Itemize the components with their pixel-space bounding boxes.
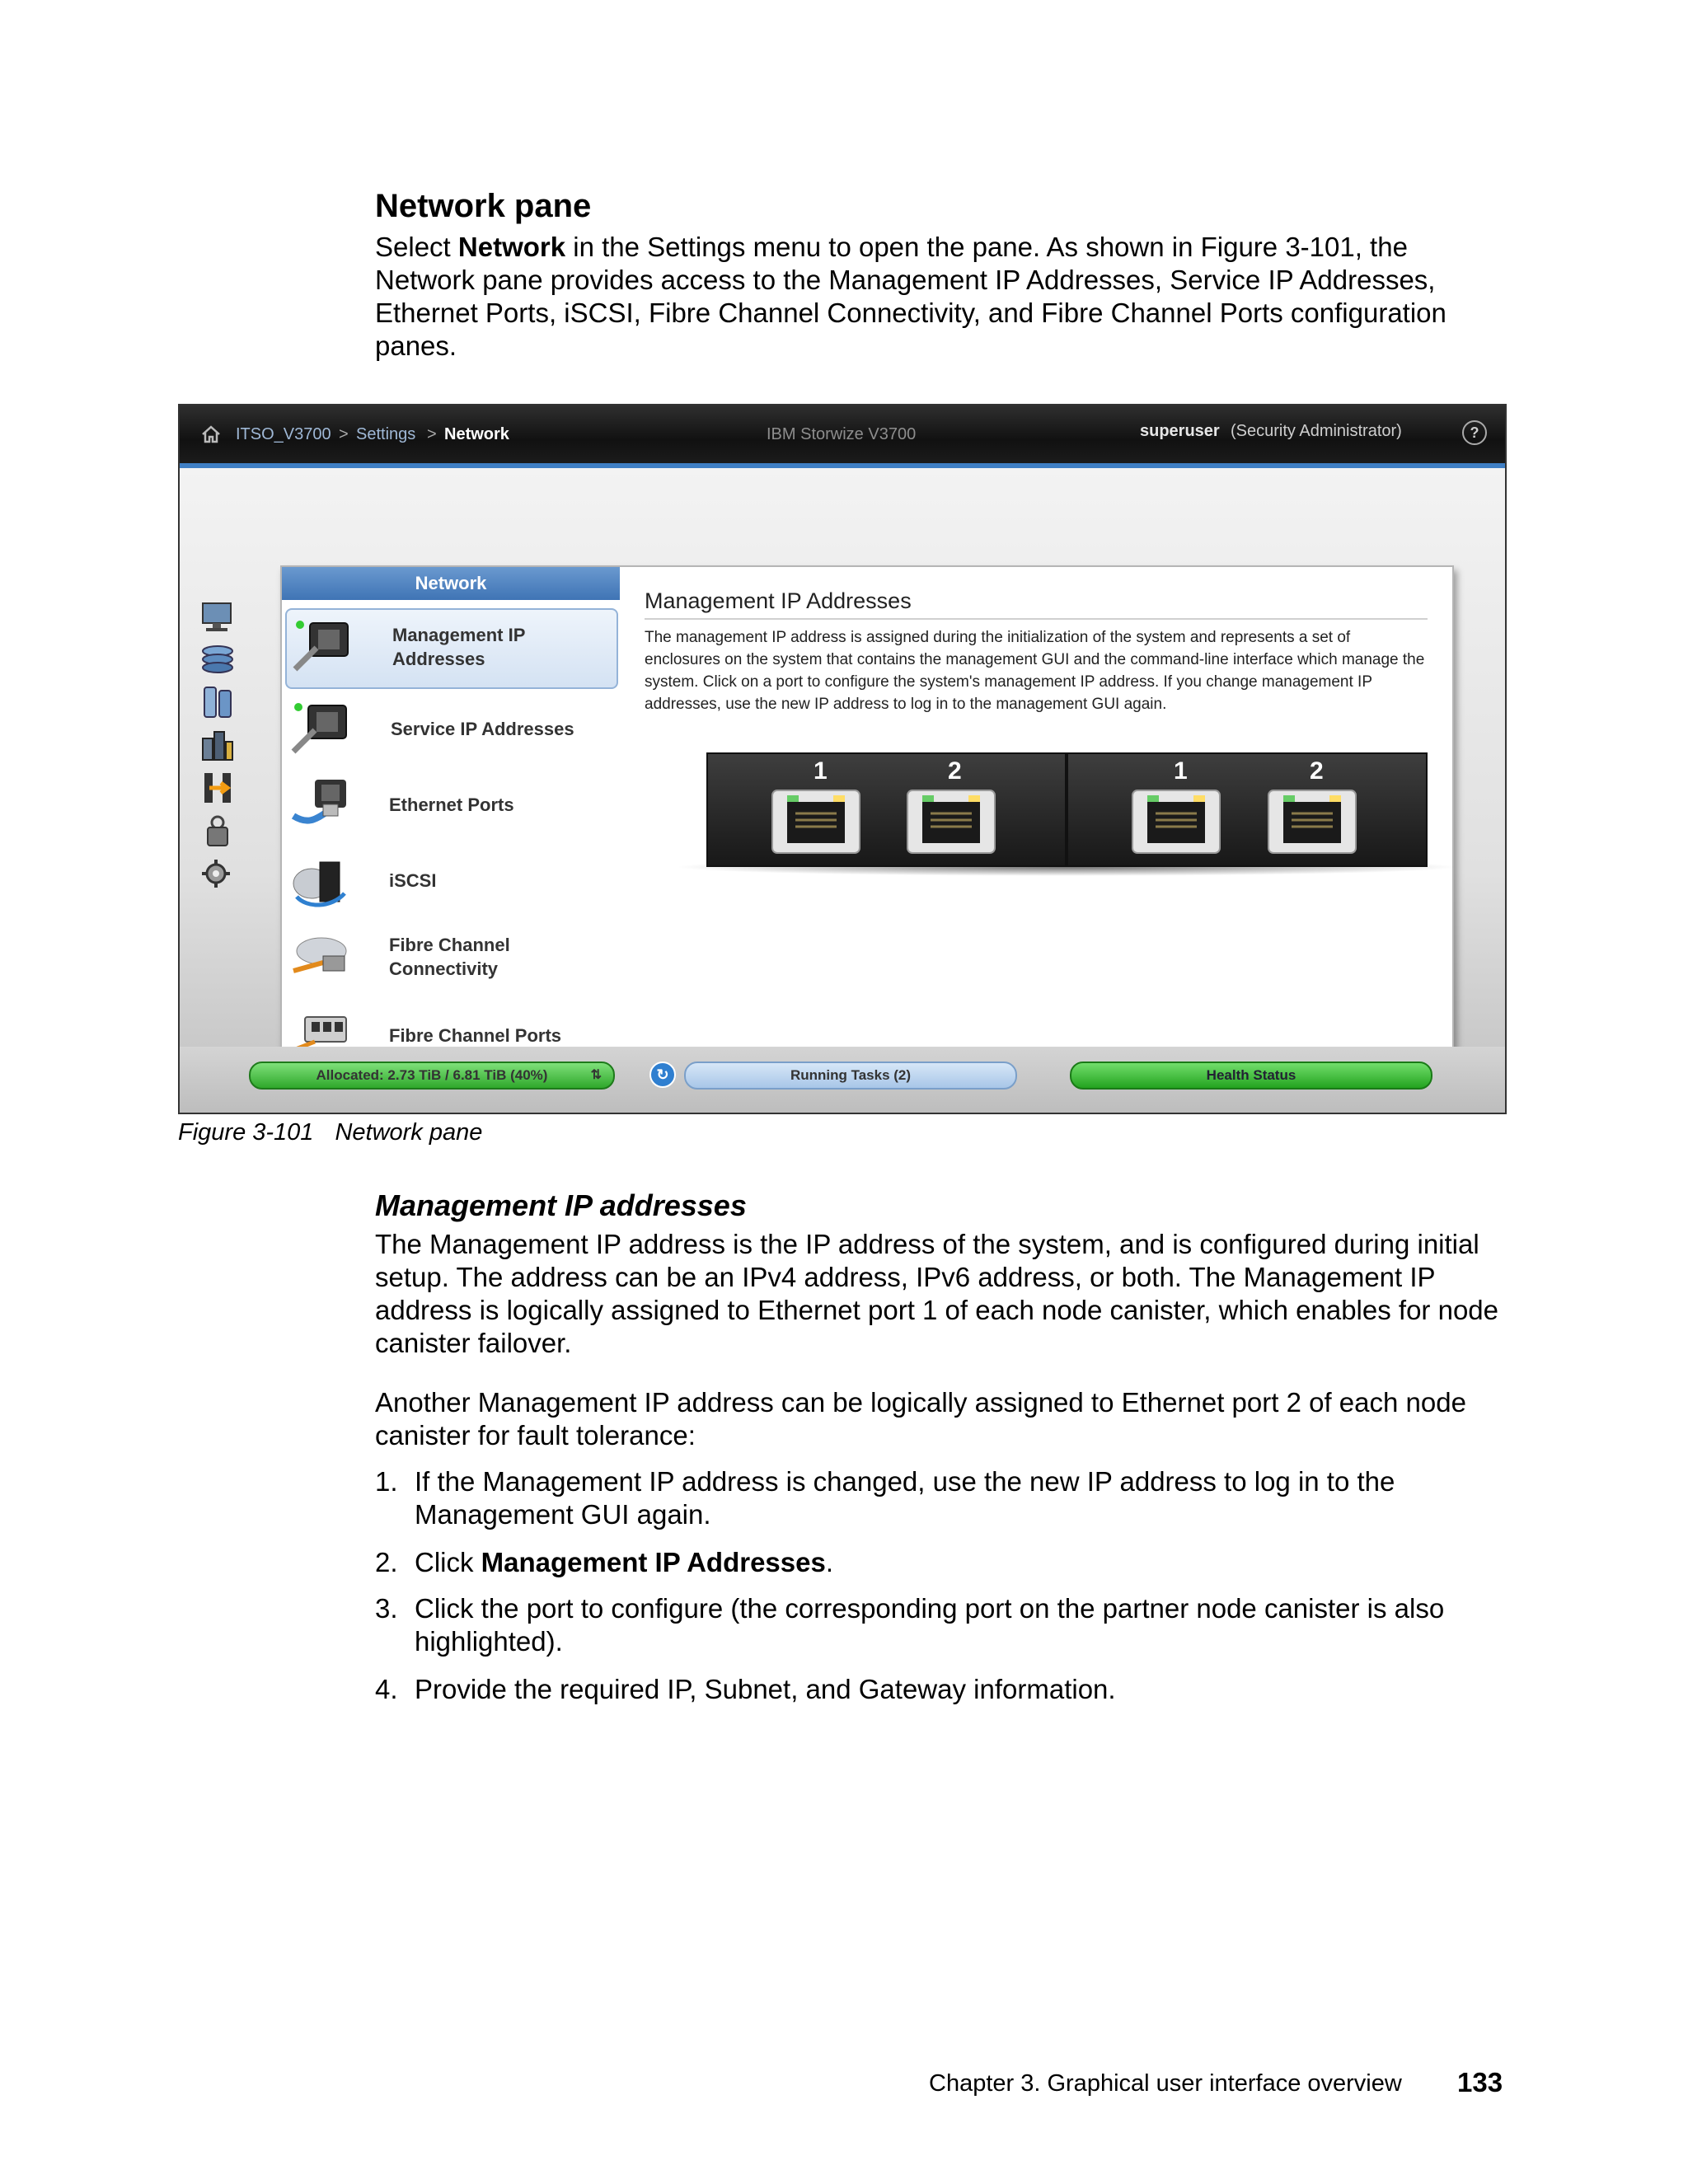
- breadcrumb-current: Network: [444, 425, 509, 443]
- nav-item-iscsi[interactable]: [285, 844, 615, 918]
- title-divider: [645, 618, 1428, 620]
- home-icon[interactable]: [201, 425, 221, 443]
- intro-pre: Select: [375, 232, 458, 262]
- service-ip-icon: [290, 699, 349, 758]
- subsection-paragraph: The Management IP address is the IP address of the system, and is configured during initial setup. The address can be an IPv4 address, IPv6 address, or both. The Management IP address is logically assigned to Ethernet port 1 of each node canister, which enables for node canister failover.: [375, 1229, 1499, 1358]
- settings-icon[interactable]: [198, 855, 237, 892]
- list-number: 2.: [375, 1547, 398, 1577]
- running-tasks-bar[interactable]: [684, 1062, 1017, 1090]
- canister-left: [706, 752, 1067, 867]
- storwize-screenshot: [178, 404, 1507, 1114]
- breadcrumb-system[interactable]: ITSO_V3700: [236, 425, 331, 443]
- help-glyph: ?: [1470, 424, 1479, 441]
- nav-label-line2: Connectivity: [389, 958, 499, 979]
- toggle-arrows-icon[interactable]: ⇅: [590, 1068, 602, 1082]
- current-user[interactable]: superuser: [1140, 422, 1220, 440]
- allocated-capacity-bar[interactable]: [249, 1062, 615, 1090]
- nav-label-line1: Management IP: [392, 625, 526, 645]
- nav-label: Fibre Channel Ports: [389, 1025, 562, 1046]
- access-icon[interactable]: [198, 813, 237, 849]
- intro-post: in the Settings menu to open the pane. As shown in Figure 3-101, the Network pane provides access to the Management IP Addresses, Service IP Addresses, Ethernet Ports, iSCSI, Fibre Channel Connectivity, and Fibre Channel Ports configuration panes.: [375, 232, 1447, 361]
- subsection-title: Management IP addresses: [375, 1188, 747, 1222]
- iscsi-icon: [290, 851, 349, 910]
- nav-item-management-ip-addresses[interactable]: [285, 608, 618, 689]
- list-item-text: Click the port to configure (the corresponding port on the partner node canister is also highlighted).: [415, 1593, 1445, 1657]
- ethernet-port-icon[interactable]: [771, 789, 861, 855]
- ethernet-port-icon[interactable]: [906, 789, 996, 855]
- breadcrumb-settings[interactable]: Settings: [356, 425, 416, 443]
- step-post: .: [825, 1547, 833, 1577]
- pools-icon[interactable]: [198, 641, 237, 677]
- nav-label-line2: Addresses: [392, 649, 485, 669]
- allocated-label: Allocated: 2.73 TiB / 6.81 TiB (40%): [316, 1067, 548, 1083]
- subsection-paragraph: Another Management IP address can be logically assigned to Ethernet port 2 of each node canister for fault tolerance:: [375, 1387, 1466, 1451]
- ethernet-port-icon[interactable]: [1131, 789, 1221, 855]
- breadcrumb-separator: >: [339, 425, 349, 443]
- content-description: The management IP address is assigned during the initialization of the system and represents a set of enclosures on the system that contains the management GUI and the command-line interface which manage the system. Click on a port to configure the system's management IP address. If you change management IP addresses, use the new IP address to log in to the management GUI again.: [645, 629, 1425, 713]
- section-title: Network pane: [375, 188, 592, 224]
- copy-services-icon[interactable]: [198, 770, 237, 806]
- nav-label: iSCSI: [389, 870, 437, 891]
- running-tasks-icon[interactable]: ↻: [649, 1062, 676, 1088]
- ethernet-ports-icon: [290, 775, 349, 834]
- figure-caption: [178, 1119, 482, 1146]
- fibre-channel-connectivity-icon: [290, 926, 349, 986]
- content-title: Management IP Addresses: [645, 588, 912, 613]
- list-item-text: [415, 1546, 1486, 1579]
- product-name: IBM Storwize V3700: [767, 425, 917, 443]
- nav-label: Ethernet Ports: [389, 794, 514, 815]
- help-icon[interactable]: [1462, 420, 1487, 445]
- nav-item-fibre-channel-connectivity[interactable]: [285, 920, 615, 994]
- step-pre: Click: [415, 1547, 481, 1577]
- status-bar: [180, 1047, 1505, 1113]
- canister-right: [1067, 752, 1428, 867]
- nav-label: Service IP Addresses: [391, 719, 574, 739]
- volumes-icon[interactable]: [198, 684, 237, 720]
- port-number: 2: [1310, 757, 1324, 785]
- nav-label-line1: Fibre Channel: [389, 935, 510, 955]
- list-number: 4.: [375, 1674, 398, 1704]
- user-role: (Security Administrator): [1231, 422, 1402, 440]
- top-bar: [180, 405, 1505, 463]
- hosts-icon[interactable]: [198, 727, 237, 763]
- footer-chapter: Chapter 3. Graphical user interface overview: [929, 2070, 1402, 2097]
- nav-item-service-ip-addresses[interactable]: [285, 692, 615, 766]
- figure-caption-text: Network pane: [335, 1119, 483, 1146]
- list-item-text: Provide the required IP, Subnet, and Gateway information.: [415, 1674, 1116, 1704]
- breadcrumb-separator: >: [427, 425, 437, 443]
- workspace: [180, 468, 1505, 1047]
- intro-bold: Network: [457, 232, 566, 262]
- port-number: 1: [1174, 757, 1188, 785]
- node-canister-graphic: [706, 752, 1428, 868]
- nav-item-ethernet-ports[interactable]: [285, 768, 615, 842]
- list-number: 1.: [375, 1466, 398, 1497]
- list-number: 3.: [375, 1593, 398, 1624]
- health-status-bar[interactable]: [1070, 1062, 1432, 1090]
- section-intro: [375, 231, 1504, 363]
- list-item-text: If the Management IP address is changed, use the new IP address to log in to the Management GUI again.: [415, 1466, 1395, 1530]
- port-number: 2: [948, 757, 962, 785]
- port-number: 1: [814, 757, 828, 785]
- figure-label: Figure 3-101: [178, 1119, 314, 1146]
- ethernet-port-icon[interactable]: [1267, 789, 1357, 855]
- network-panel: [280, 565, 1454, 1088]
- page-number: 133: [1457, 2067, 1503, 2097]
- step-bold: Management IP Addresses: [481, 1547, 826, 1577]
- management-ip-icon: [292, 616, 351, 676]
- monitoring-icon[interactable]: [198, 598, 237, 635]
- network-nav-header: Network: [282, 567, 620, 600]
- health-status-label: Health Status: [1206, 1067, 1296, 1083]
- running-tasks-label: Running Tasks (2): [790, 1067, 912, 1083]
